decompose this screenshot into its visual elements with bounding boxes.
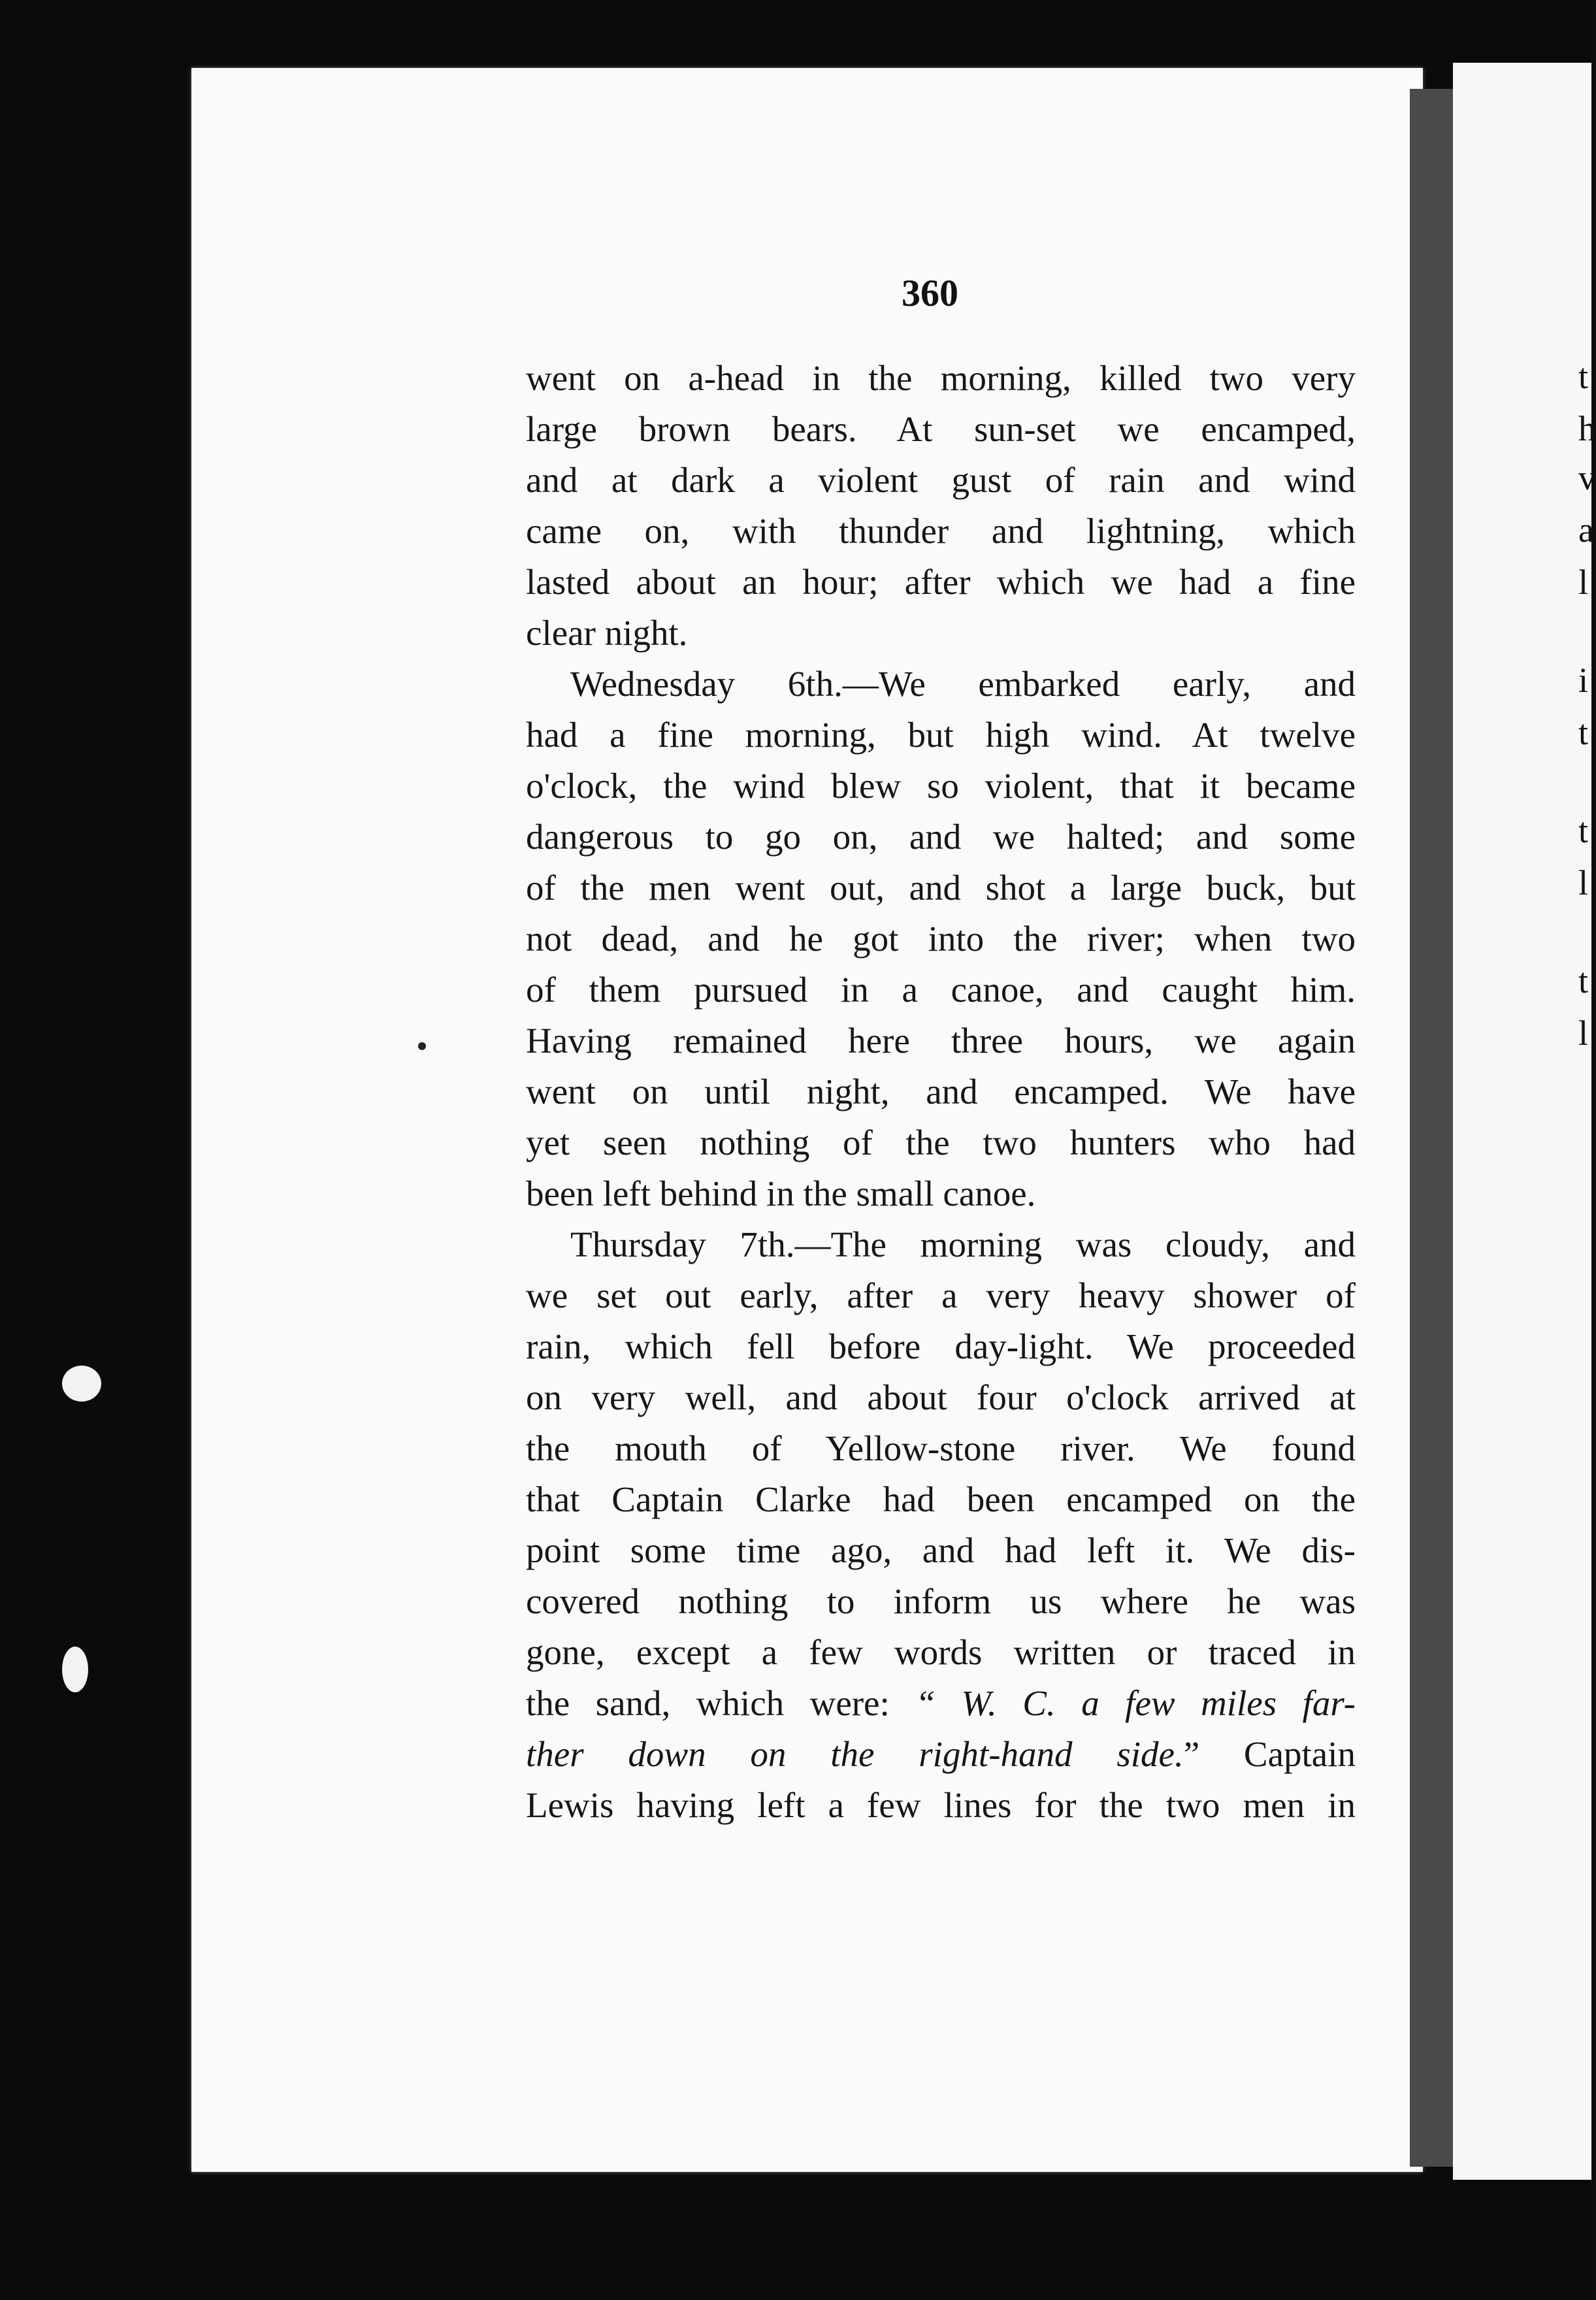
facing-page-fragment: i — [1578, 661, 1589, 700]
italic-quote: “ W. C. a few miles far- — [915, 1683, 1356, 1723]
text-line: of them pursued in a canoe, and caught him. — [526, 970, 1356, 1010]
text-line: gone, except a few words written or traced in — [526, 1632, 1356, 1672]
facing-page-fragment: l — [1578, 863, 1589, 902]
facing-page-fragment: t — [1578, 357, 1589, 396]
text-line: dangerous to go on, and we halted; and some — [526, 817, 1356, 857]
facing-page-fragment: t — [1578, 961, 1589, 1000]
scan-speck — [62, 1366, 101, 1402]
facing-page — [1453, 63, 1591, 2180]
facing-page-fragment: a — [1578, 510, 1594, 550]
paragraph — [526, 659, 1356, 1219]
facing-page-fragment: t — [1578, 811, 1589, 850]
text-line: of the men went out, and shot a large buck, but — [526, 868, 1356, 908]
text-line: on very well, and about four o'clock arrived at — [526, 1377, 1356, 1417]
italic-quote: ther down on the right-hand side. — [526, 1734, 1184, 1774]
text-line: rain, which fell before day-light. We proceeded — [526, 1326, 1356, 1366]
text-line — [526, 1678, 1356, 1729]
text-line: we set out early, after a very heavy shower of — [526, 1275, 1356, 1315]
facing-page-fragment: v — [1578, 458, 1596, 497]
text-line: point some time ago, and had left it. We dis- — [526, 1530, 1356, 1570]
text-line: Lewis having left a few lines for the two men in — [526, 1785, 1356, 1825]
paragraph — [526, 353, 1356, 659]
text-line: Wednesday 6th.—We embarked early, and — [570, 664, 1356, 704]
book-gutter — [1410, 89, 1453, 2167]
text-line: large brown bears. At sun-set we encamped, — [526, 409, 1356, 449]
text-run: the sand, which were: — [526, 1683, 916, 1723]
scan-speck — [62, 1647, 88, 1692]
text-line: Having remained here three hours, we again — [526, 1021, 1356, 1060]
facing-page-fragment: h — [1578, 409, 1596, 448]
body-text — [526, 353, 1356, 1831]
text-line: yet seen nothing of the two hunters who had — [526, 1123, 1356, 1162]
facing-page-fragment: t — [1578, 713, 1589, 752]
page-number: 360 — [902, 272, 958, 314]
text-line: went on a-head in the morning, killed two very — [526, 358, 1356, 398]
text-line: the mouth of Yellow-stone river. We found — [526, 1428, 1356, 1468]
text-line: came on, with thunder and lightning, which — [526, 511, 1356, 551]
ink-dot — [418, 1042, 426, 1050]
text-line: not dead, and he got into the river; when two — [526, 919, 1356, 959]
text-line: had a fine morning, but high wind. At twelve — [526, 715, 1356, 755]
text-line: lasted about an hour; after which we had a fine — [526, 562, 1356, 602]
text-run: ” Captain — [1183, 1734, 1356, 1774]
text-line — [526, 1729, 1356, 1780]
text-line: that Captain Clarke had been encamped on the — [526, 1479, 1356, 1519]
text-line: went on until night, and encamped. We have — [526, 1072, 1356, 1111]
text-line: been left behind in the small canoe. — [526, 1174, 1036, 1213]
text-line: covered nothing to inform us where he was — [526, 1581, 1356, 1621]
text-line: o'clock, the wind blew so violent, that it became — [526, 766, 1356, 806]
facing-page-fragment: l — [1578, 563, 1589, 602]
text-line: and at dark a violent gust of rain and wind — [526, 460, 1356, 500]
facing-page-fragment: l — [1578, 1013, 1589, 1053]
text-line: clear night. — [526, 613, 688, 653]
text-line: Thursday 7th.—The morning was cloudy, and — [570, 1224, 1356, 1264]
paragraph — [526, 1219, 1356, 1831]
